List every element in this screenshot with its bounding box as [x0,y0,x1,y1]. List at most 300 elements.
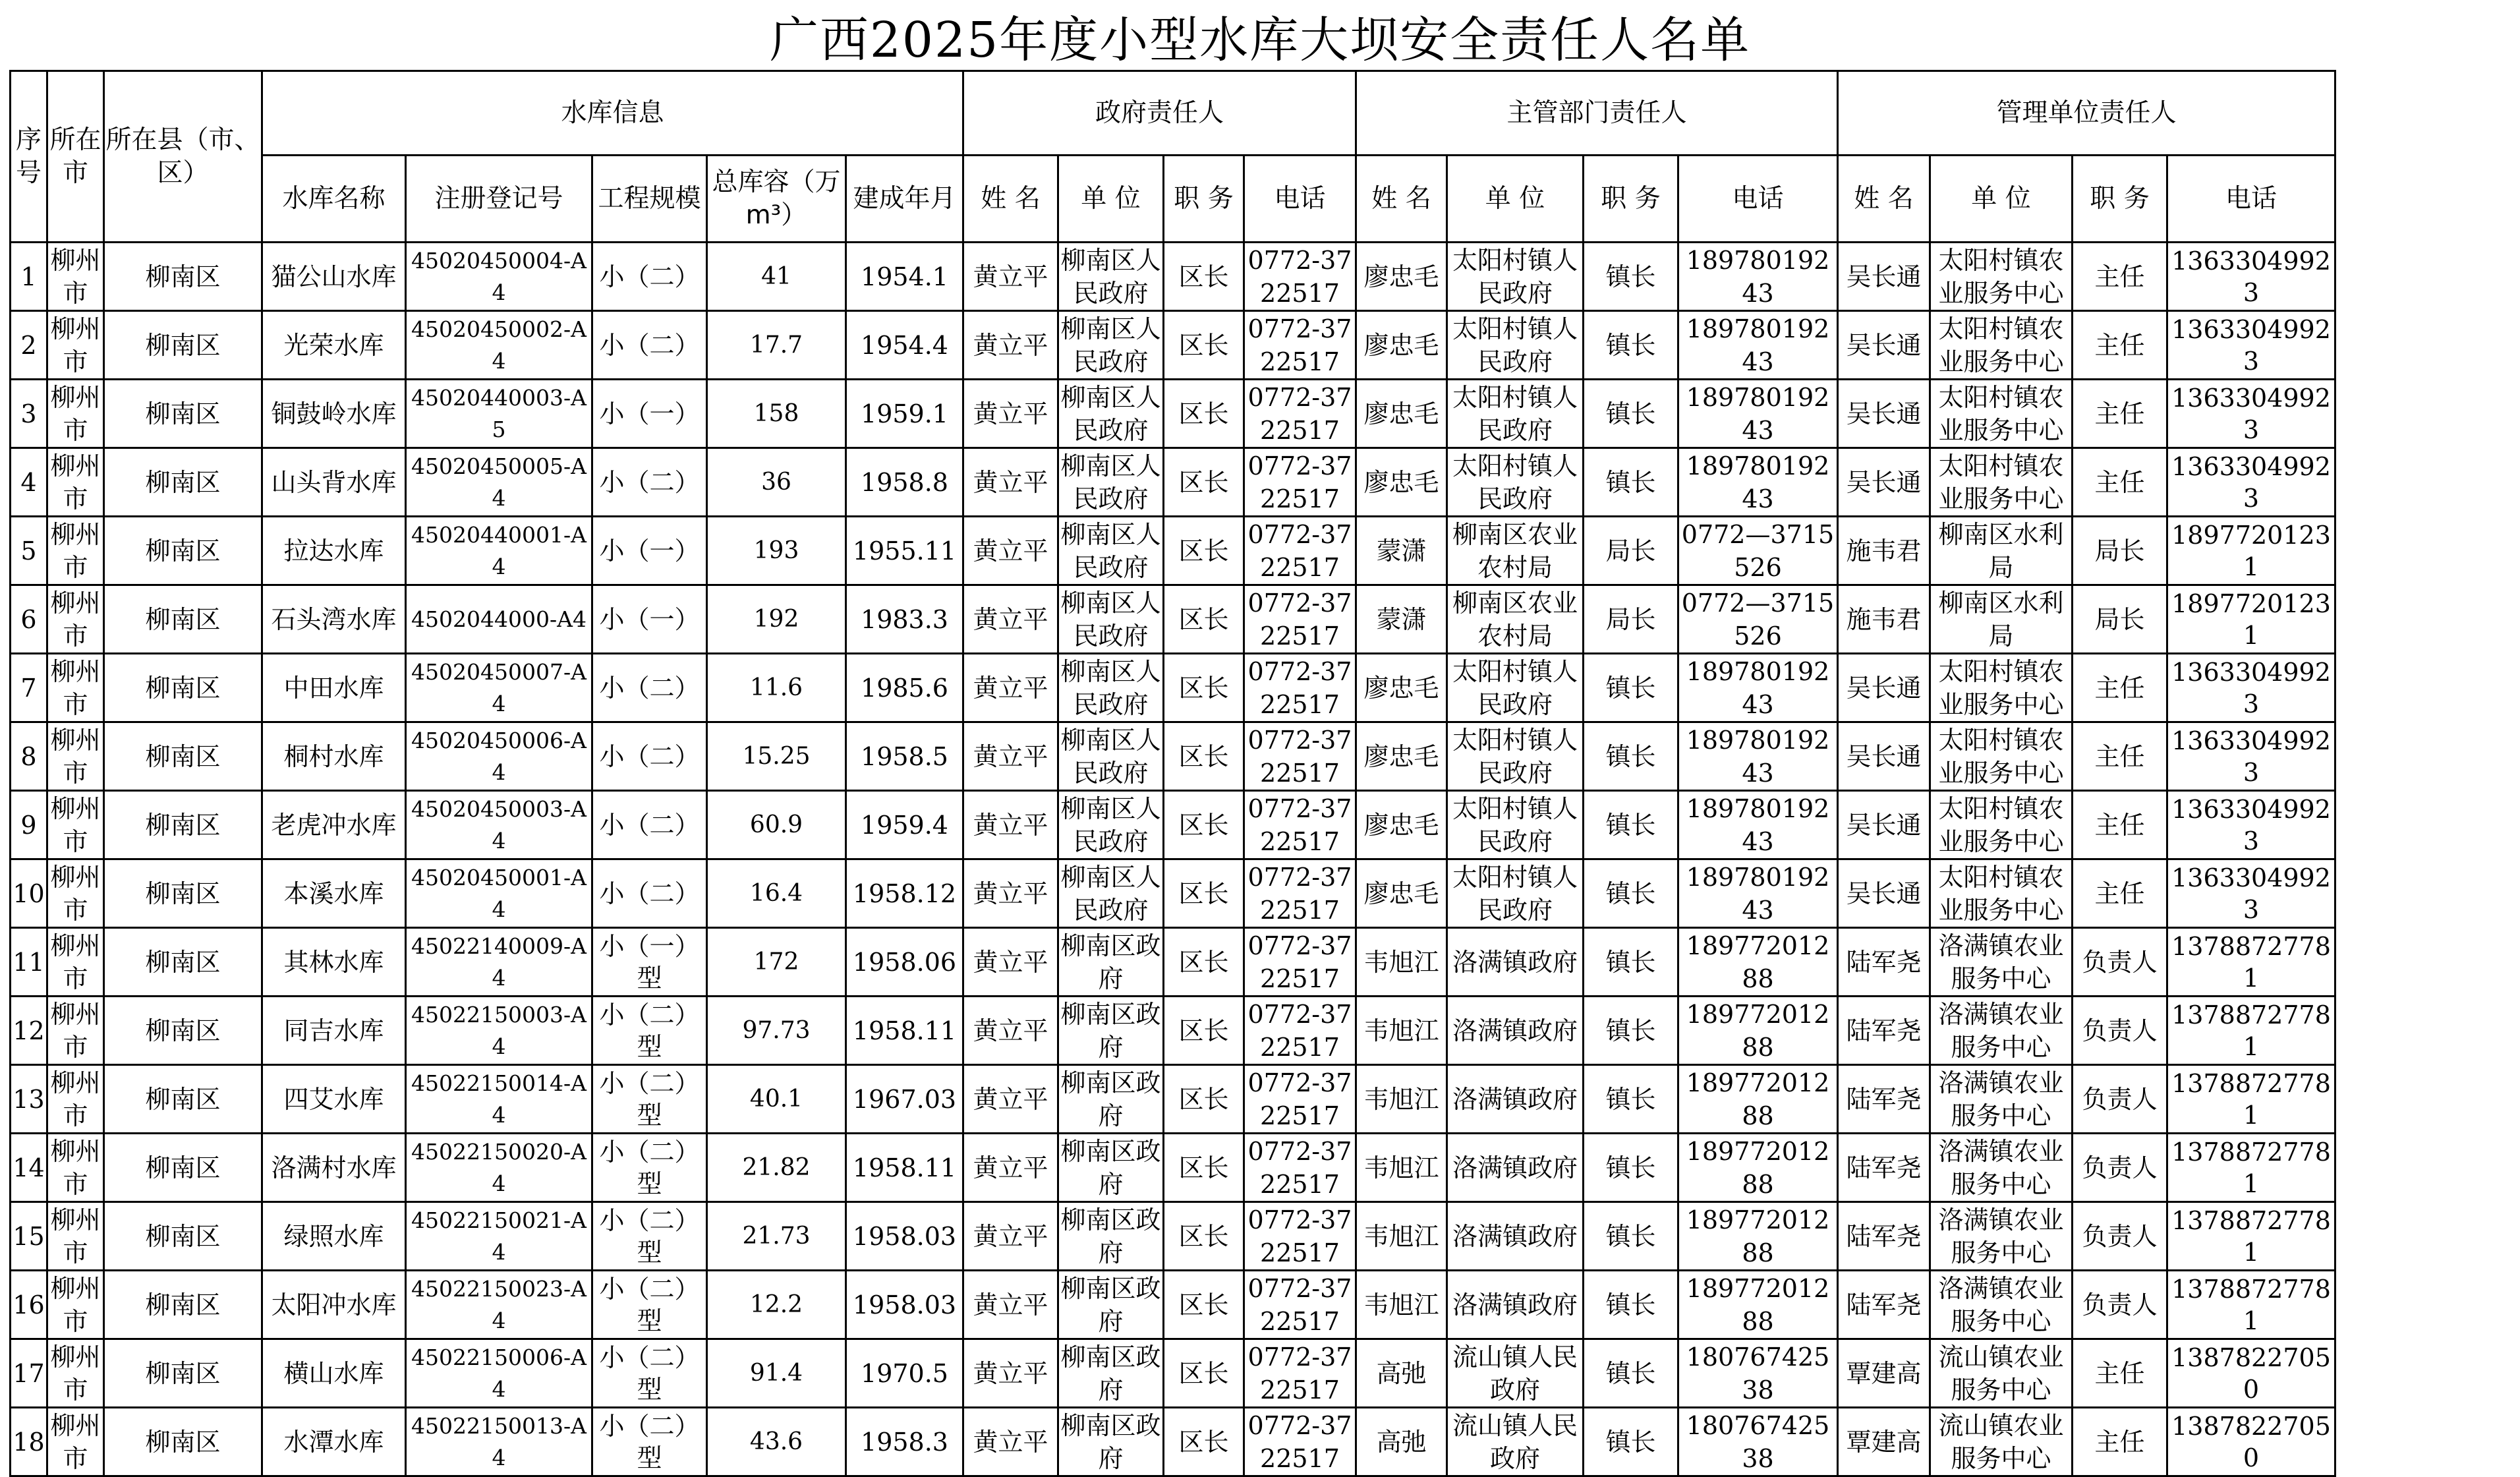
cell-dept-unit: 太阳村镇人民政府 [1447,859,1584,928]
cell-unit-unit: 柳南区水利局 [1930,517,2073,585]
cell-seq: 8 [11,722,47,791]
cell-dept-phone: 18977201288 [1678,1065,1838,1134]
cell-gov-unit: 柳南区政府 [1058,1065,1164,1134]
header-dept-title: 职 务 [1584,156,1678,243]
header-gov-unit: 单 位 [1058,156,1164,243]
cell-capacity: 17.7 [707,311,846,380]
cell-county: 柳南区 [104,517,262,585]
cell-city: 柳州市 [47,1202,104,1271]
cell-dept-name: 韦旭江 [1356,997,1447,1065]
cell-dept-name: 韦旭江 [1356,928,1447,997]
cell-capacity: 158 [707,380,846,448]
cell-gov-phone: 0772-3722517 [1244,1134,1356,1202]
cell-gov-unit: 柳南区人民政府 [1058,243,1164,311]
cell-dept-phone: 18076742538 [1678,1408,1838,1476]
cell-dept-unit: 柳南区农业农村局 [1447,517,1584,585]
cell-built: 1958.03 [846,1202,963,1271]
cell-dept-title: 镇长 [1584,928,1678,997]
cell-unit-title: 负责人 [2073,1271,2167,1339]
cell-county: 柳南区 [104,997,262,1065]
cell-city: 柳州市 [47,791,104,859]
cell-dept-unit: 流山镇人民政府 [1447,1408,1584,1476]
cell-dept-name: 蒙潇 [1356,517,1447,585]
cell-seq: 5 [11,517,47,585]
cell-gov-title: 区长 [1164,517,1244,585]
cell-city: 柳州市 [47,722,104,791]
cell-reservoir-name: 太阳冲水库 [262,1271,406,1339]
cell-unit-title: 负责人 [2073,997,2167,1065]
cell-scale: 小（二） [592,243,707,311]
cell-unit-name: 陆军尧 [1838,997,1930,1065]
cell-unit-phone: 13788727781 [2167,1065,2335,1134]
cell-dept-phone: 18076742538 [1678,1339,1838,1408]
cell-unit-phone: 13788727781 [2167,1134,2335,1202]
cell-unit-unit: 洛满镇农业服务中心 [1930,1202,2073,1271]
cell-county: 柳南区 [104,1339,262,1408]
cell-built: 1954.4 [846,311,963,380]
cell-gov-name: 黄立平 [963,1134,1058,1202]
cell-unit-phone: 13788727781 [2167,928,2335,997]
cell-reg-no: 45020450007-A4 [406,654,592,722]
cell-seq: 9 [11,791,47,859]
cell-unit-unit: 洛满镇农业服务中心 [1930,1134,2073,1202]
cell-dept-phone: 18977201288 [1678,1134,1838,1202]
cell-reservoir-name: 洛满村水库 [262,1134,406,1202]
cell-dept-phone: 18977201288 [1678,997,1838,1065]
cell-built: 1959.1 [846,380,963,448]
cell-gov-name: 黄立平 [963,585,1058,654]
cell-dept-title: 局长 [1584,585,1678,654]
cell-unit-unit: 太阳村镇农业服务中心 [1930,791,2073,859]
cell-dept-title: 镇长 [1584,791,1678,859]
cell-dept-title: 镇长 [1584,1271,1678,1339]
cell-seq: 16 [11,1271,47,1339]
cell-reg-no: 45020450002-A4 [406,311,592,380]
cell-scale: 小（二）型 [592,1065,707,1134]
cell-gov-name: 黄立平 [963,722,1058,791]
cell-dept-unit: 洛满镇政府 [1447,1202,1584,1271]
cell-gov-phone: 0772-3722517 [1244,448,1356,517]
header-county: 所在县（市、区） [104,71,262,243]
cell-unit-name: 陆军尧 [1838,928,1930,997]
cell-unit-title: 主任 [2073,1339,2167,1408]
table-row [11,243,2335,311]
cell-unit-name: 陆军尧 [1838,1202,1930,1271]
cell-capacity: 192 [707,585,846,654]
cell-dept-name: 廖忠毛 [1356,859,1447,928]
table-row [11,722,2335,791]
cell-dept-title: 镇长 [1584,243,1678,311]
cell-capacity: 21.73 [707,1202,846,1271]
cell-built: 1958.5 [846,722,963,791]
cell-county: 柳南区 [104,448,262,517]
cell-unit-phone: 13633049923 [2167,311,2335,380]
table-row [11,517,2335,585]
cell-scale: 小（二）型 [592,1134,707,1202]
cell-gov-phone: 0772-3722517 [1244,1202,1356,1271]
cell-gov-phone: 0772-3722517 [1244,859,1356,928]
cell-capacity: 12.2 [707,1271,846,1339]
cell-unit-name: 覃建高 [1838,1408,1930,1476]
cell-scale: 小（二） [592,311,707,380]
cell-gov-title: 区长 [1164,448,1244,517]
cell-dept-name: 廖忠毛 [1356,654,1447,722]
cell-unit-name: 陆军尧 [1838,1134,1930,1202]
cell-unit-phone: 13633049923 [2167,859,2335,928]
cell-gov-phone: 0772-3722517 [1244,1408,1356,1476]
cell-dept-name: 廖忠毛 [1356,243,1447,311]
cell-dept-unit: 洛满镇政府 [1447,997,1584,1065]
cell-gov-title: 区长 [1164,1408,1244,1476]
header-group-dept: 主管部门责任人 [1356,71,1838,156]
cell-unit-phone: 13633049923 [2167,722,2335,791]
cell-unit-name: 吴长通 [1838,448,1930,517]
cell-scale: 小（二）型 [592,1202,707,1271]
table-row [11,1408,2335,1476]
cell-city: 柳州市 [47,654,104,722]
cell-city: 柳州市 [47,1339,104,1408]
cell-city: 柳州市 [47,311,104,380]
cell-gov-unit: 柳南区政府 [1058,1408,1164,1476]
cell-gov-unit: 柳南区政府 [1058,1271,1164,1339]
cell-county: 柳南区 [104,243,262,311]
table-row [11,654,2335,722]
cell-reg-no: 4502044000-A4 [406,585,592,654]
table-row [11,311,2335,380]
cell-unit-title: 主任 [2073,311,2167,380]
cell-gov-phone: 0772-3722517 [1244,380,1356,448]
cell-gov-unit: 柳南区人民政府 [1058,654,1164,722]
cell-reservoir-name: 绿照水库 [262,1202,406,1271]
cell-dept-unit: 流山镇人民政府 [1447,1339,1584,1408]
cell-dept-title: 镇长 [1584,448,1678,517]
cell-dept-unit: 太阳村镇人民政府 [1447,722,1584,791]
header-gov-name: 姓 名 [963,156,1058,243]
cell-capacity: 60.9 [707,791,846,859]
cell-seq: 13 [11,1065,47,1134]
cell-capacity: 11.6 [707,654,846,722]
cell-unit-unit: 流山镇农业服务中心 [1930,1339,2073,1408]
cell-dept-title: 镇长 [1584,380,1678,448]
cell-scale: 小（一）型 [592,928,707,997]
cell-built: 1955.11 [846,517,963,585]
cell-reservoir-name: 横山水库 [262,1339,406,1408]
cell-dept-title: 镇长 [1584,997,1678,1065]
cell-scale: 小（二） [592,448,707,517]
cell-unit-unit: 太阳村镇农业服务中心 [1930,859,2073,928]
cell-scale: 小（一） [592,380,707,448]
cell-unit-phone: 13878227050 [2167,1339,2335,1408]
table-row [11,1271,2335,1339]
header-unit-title: 职 务 [2073,156,2167,243]
cell-county: 柳南区 [104,654,262,722]
cell-dept-title: 镇长 [1584,1339,1678,1408]
cell-gov-phone: 0772-3722517 [1244,517,1356,585]
cell-gov-title: 区长 [1164,654,1244,722]
cell-gov-phone: 0772-3722517 [1244,311,1356,380]
cell-gov-name: 黄立平 [963,243,1058,311]
table-row [11,1202,2335,1271]
cell-reg-no: 45020450005-A4 [406,448,592,517]
cell-dept-phone: 18978019243 [1678,380,1838,448]
cell-county: 柳南区 [104,1202,262,1271]
cell-dept-phone: 18977201288 [1678,1202,1838,1271]
cell-dept-name: 韦旭江 [1356,1065,1447,1134]
cell-unit-unit: 太阳村镇农业服务中心 [1930,311,2073,380]
cell-city: 柳州市 [47,1271,104,1339]
cell-county: 柳南区 [104,1408,262,1476]
cell-gov-title: 区长 [1164,791,1244,859]
cell-dept-name: 蒙潇 [1356,585,1447,654]
cell-unit-name: 陆军尧 [1838,1065,1930,1134]
cell-city: 柳州市 [47,1134,104,1202]
cell-scale: 小（二） [592,722,707,791]
cell-gov-unit: 柳南区人民政府 [1058,517,1164,585]
cell-seq: 15 [11,1202,47,1271]
cell-reg-no: 45022150020-A4 [406,1134,592,1202]
cell-dept-phone: 18978019243 [1678,859,1838,928]
cell-gov-unit: 柳南区人民政府 [1058,448,1164,517]
cell-gov-name: 黄立平 [963,448,1058,517]
cell-gov-name: 黄立平 [963,311,1058,380]
cell-dept-name: 高弛 [1356,1339,1447,1408]
cell-unit-unit: 洛满镇农业服务中心 [1930,928,2073,997]
cell-gov-phone: 0772-3722517 [1244,243,1356,311]
cell-gov-phone: 0772-3722517 [1244,585,1356,654]
cell-gov-name: 黄立平 [963,1408,1058,1476]
cell-built: 1958.12 [846,859,963,928]
cell-reservoir-name: 山头背水库 [262,448,406,517]
cell-reg-no: 45022150021-A4 [406,1202,592,1271]
cell-reg-no: 45022150023-A4 [406,1271,592,1339]
table-row [11,380,2335,448]
cell-city: 柳州市 [47,517,104,585]
cell-unit-name: 施韦君 [1838,585,1930,654]
cell-reg-no: 45020440001-A4 [406,517,592,585]
cell-gov-title: 区长 [1164,928,1244,997]
cell-unit-name: 覃建高 [1838,1339,1930,1408]
cell-gov-unit: 柳南区人民政府 [1058,722,1164,791]
cell-capacity: 172 [707,928,846,997]
cell-gov-title: 区长 [1164,1339,1244,1408]
cell-gov-name: 黄立平 [963,654,1058,722]
cell-unit-name: 吴长通 [1838,380,1930,448]
cell-dept-unit: 太阳村镇人民政府 [1447,380,1584,448]
cell-gov-unit: 柳南区政府 [1058,1202,1164,1271]
cell-dept-title: 镇长 [1584,654,1678,722]
cell-gov-unit: 柳南区政府 [1058,1134,1164,1202]
cell-seq: 1 [11,243,47,311]
cell-gov-name: 黄立平 [963,380,1058,448]
cell-reservoir-name: 中田水库 [262,654,406,722]
cell-unit-name: 吴长通 [1838,654,1930,722]
header-group-unit: 管理单位责任人 [1838,71,2335,156]
header-dept-name: 姓 名 [1356,156,1447,243]
cell-unit-title: 主任 [2073,859,2167,928]
cell-unit-title: 局长 [2073,585,2167,654]
table-row [11,928,2335,997]
header-gov-phone: 电话 [1244,156,1356,243]
cell-seq: 18 [11,1408,47,1476]
cell-dept-unit: 洛满镇政府 [1447,928,1584,997]
cell-county: 柳南区 [104,791,262,859]
cell-built: 1958.11 [846,1134,963,1202]
header-reservoir-name: 水库名称 [262,156,406,243]
cell-scale: 小（一） [592,517,707,585]
cell-unit-title: 主任 [2073,243,2167,311]
cell-built: 1985.6 [846,654,963,722]
cell-capacity: 193 [707,517,846,585]
cell-built: 1954.1 [846,243,963,311]
cell-seq: 14 [11,1134,47,1202]
cell-unit-name: 吴长通 [1838,243,1930,311]
cell-dept-name: 韦旭江 [1356,1202,1447,1271]
cell-unit-unit: 柳南区水利局 [1930,585,2073,654]
cell-built: 1970.5 [846,1339,963,1408]
cell-gov-unit: 柳南区人民政府 [1058,311,1164,380]
cell-unit-title: 负责人 [2073,928,2167,997]
cell-gov-title: 区长 [1164,380,1244,448]
cell-unit-title: 负责人 [2073,1134,2167,1202]
table-row [11,997,2335,1065]
cell-reg-no: 45022140009-A4 [406,928,592,997]
cell-gov-unit: 柳南区人民政府 [1058,791,1164,859]
cell-city: 柳州市 [47,448,104,517]
header-built: 建成年月 [846,156,963,243]
cell-gov-name: 黄立平 [963,517,1058,585]
cell-county: 柳南区 [104,1271,262,1339]
cell-built: 1958.03 [846,1271,963,1339]
header-scale: 工程规模 [592,156,707,243]
cell-seq: 12 [11,997,47,1065]
cell-unit-phone: 13633049923 [2167,243,2335,311]
cell-dept-title: 镇长 [1584,1134,1678,1202]
cell-seq: 7 [11,654,47,722]
cell-unit-unit: 太阳村镇农业服务中心 [1930,654,2073,722]
cell-capacity: 91.4 [707,1339,846,1408]
cell-dept-phone: 18978019243 [1678,722,1838,791]
header-seq: 序号 [11,71,47,243]
cell-unit-title: 负责人 [2073,1065,2167,1134]
cell-gov-name: 黄立平 [963,1065,1058,1134]
cell-gov-phone: 0772-3722517 [1244,791,1356,859]
cell-scale: 小（二） [592,859,707,928]
cell-reg-no: 45020450004-A4 [406,243,592,311]
cell-reservoir-name: 铜鼓岭水库 [262,380,406,448]
cell-gov-title: 区长 [1164,859,1244,928]
cell-dept-unit: 洛满镇政府 [1447,1271,1584,1339]
cell-capacity: 97.73 [707,997,846,1065]
cell-scale: 小（二）型 [592,1271,707,1339]
cell-seq: 2 [11,311,47,380]
cell-dept-unit: 太阳村镇人民政府 [1447,311,1584,380]
cell-reservoir-name: 拉达水库 [262,517,406,585]
cell-city: 柳州市 [47,997,104,1065]
cell-gov-title: 区长 [1164,585,1244,654]
header-gov-title: 职 务 [1164,156,1244,243]
cell-dept-phone: 18978019243 [1678,791,1838,859]
table-row [11,1339,2335,1408]
table-row [11,859,2335,928]
cell-dept-unit: 太阳村镇人民政府 [1447,654,1584,722]
cell-gov-title: 区长 [1164,722,1244,791]
cell-unit-phone: 13878227050 [2167,1408,2335,1476]
cell-gov-name: 黄立平 [963,1202,1058,1271]
cell-seq: 11 [11,928,47,997]
cell-gov-unit: 柳南区人民政府 [1058,380,1164,448]
cell-unit-title: 主任 [2073,380,2167,448]
cell-dept-unit: 太阳村镇人民政府 [1447,448,1584,517]
header-unit-name: 姓 名 [1838,156,1930,243]
cell-gov-title: 区长 [1164,311,1244,380]
cell-city: 柳州市 [47,859,104,928]
cell-gov-title: 区长 [1164,1065,1244,1134]
cell-county: 柳南区 [104,585,262,654]
cell-capacity: 15.25 [707,722,846,791]
cell-gov-unit: 柳南区政府 [1058,1339,1164,1408]
cell-dept-title: 局长 [1584,517,1678,585]
cell-gov-unit: 柳南区人民政府 [1058,859,1164,928]
cell-dept-title: 镇长 [1584,1202,1678,1271]
cell-unit-title: 主任 [2073,448,2167,517]
cell-dept-name: 韦旭江 [1356,1271,1447,1339]
cell-unit-title: 主任 [2073,654,2167,722]
cell-dept-phone: 18978019243 [1678,311,1838,380]
header-dept-phone: 电话 [1678,156,1838,243]
cell-dept-phone: 18977201288 [1678,1271,1838,1339]
cell-unit-unit: 太阳村镇农业服务中心 [1930,243,2073,311]
cell-county: 柳南区 [104,722,262,791]
cell-gov-phone: 0772-3722517 [1244,1271,1356,1339]
cell-scale: 小（一） [592,585,707,654]
cell-dept-name: 高弛 [1356,1408,1447,1476]
cell-city: 柳州市 [47,585,104,654]
cell-gov-title: 区长 [1164,1271,1244,1339]
cell-dept-unit: 太阳村镇人民政府 [1447,243,1584,311]
cell-reservoir-name: 桐村水库 [262,722,406,791]
cell-county: 柳南区 [104,928,262,997]
cell-county: 柳南区 [104,311,262,380]
cell-capacity: 36 [707,448,846,517]
cell-dept-unit: 太阳村镇人民政府 [1447,791,1584,859]
cell-gov-phone: 0772-3722517 [1244,997,1356,1065]
cell-gov-phone: 0772-3722517 [1244,722,1356,791]
cell-dept-phone: 0772—3715526 [1678,585,1838,654]
cell-reg-no: 45022150006-A4 [406,1339,592,1408]
header-capacity: 总库容（万m³） [707,156,846,243]
cell-built: 1958.06 [846,928,963,997]
cell-reg-no: 45020450006-A4 [406,722,592,791]
cell-city: 柳州市 [47,243,104,311]
cell-county: 柳南区 [104,859,262,928]
cell-unit-phone: 13633049923 [2167,654,2335,722]
cell-dept-name: 廖忠毛 [1356,722,1447,791]
cell-scale: 小（二） [592,654,707,722]
cell-dept-title: 镇长 [1584,859,1678,928]
cell-gov-unit: 柳南区政府 [1058,928,1164,997]
cell-unit-name: 吴长通 [1838,791,1930,859]
table-row [11,585,2335,654]
cell-unit-phone: 13633049923 [2167,448,2335,517]
cell-gov-title: 区长 [1164,243,1244,311]
cell-unit-name: 陆军尧 [1838,1271,1930,1339]
table-row [11,1134,2335,1202]
table-row [11,791,2335,859]
cell-dept-name: 廖忠毛 [1356,380,1447,448]
cell-gov-name: 黄立平 [963,928,1058,997]
cell-scale: 小（二） [592,791,707,859]
cell-reservoir-name: 石头湾水库 [262,585,406,654]
